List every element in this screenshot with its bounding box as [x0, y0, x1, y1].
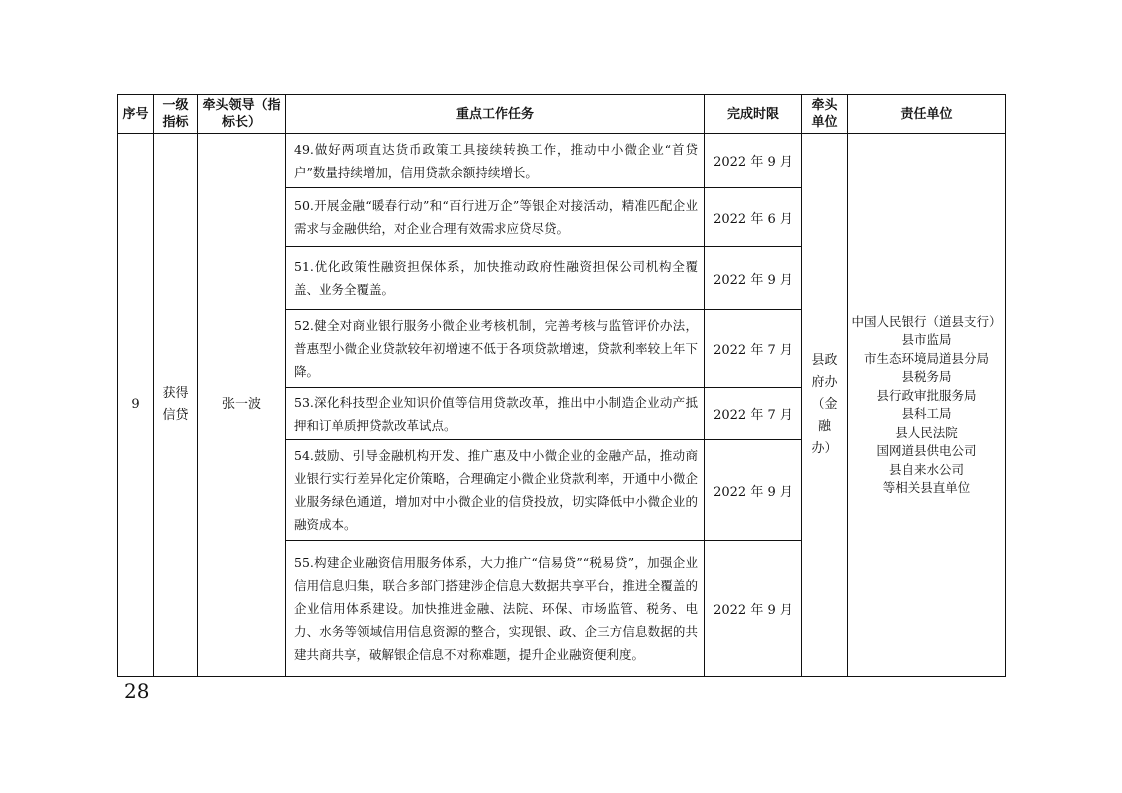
task-text: 54.鼓励、引导金融机构开发、推广惠及中小微企业的金融产品，推动商业银行实行差异化定价策略，合理确定小微企业贷款利率，开通中小微企业服务绿色通道，增加对中小微企业的信贷投放，切实降低中小微企业的融资成本。	[286, 440, 705, 541]
header-indicator: 一级指标	[154, 95, 198, 134]
task-text: 55.构建企业融资信用服务体系，大力推广“信易贷”“税易贷”，加强企业信用信息归集，联合多部门搭建涉企信息大数据共享平台，推进全覆盖的企业信用体系建设。加快推进金融、法院、环保、市场监管、税务、电力、水务等领域信用信息资源的整合，实现银、政、企三方信息数据的共建共商共享，破解银企信息不对称难题，提升企业融资便利度。	[286, 541, 705, 677]
task-deadline: 2022 年 7 月	[705, 388, 802, 440]
header-lead-unit: 牵头单位	[802, 95, 848, 134]
responsible-unit: 县市监局	[901, 332, 952, 347]
page-number: 28	[124, 679, 150, 703]
task-text: 51.优化政策性融资担保体系，加快推动政府性融资担保公司机构全覆盖、业务全覆盖。	[286, 247, 705, 310]
responsible-unit: 中国人民银行（道县支行）	[851, 313, 1002, 329]
header-responsible: 责任单位	[848, 95, 1006, 134]
task-deadline: 2022 年 9 月	[705, 247, 802, 310]
task-text: 49.做好两项直达货币政策工具接续转换工作，推动中小微企业“首贷户”数量持续增加，信用贷款余额持续增长。	[286, 134, 705, 188]
lead-unit-cell: 县政府办（金融办）	[802, 134, 848, 677]
task-deadline: 2022 年 9 月	[705, 134, 802, 188]
task-deadline: 2022 年 7 月	[705, 310, 802, 388]
table-row	[118, 134, 1006, 188]
task-deadline: 2022 年 6 月	[705, 188, 802, 247]
responsible-unit: 县税务局	[901, 369, 952, 384]
responsible-unit: 县自来水公司	[888, 461, 964, 477]
responsible-unit: 县科工局	[901, 406, 952, 421]
task-text: 50.开展金融“暖春行动”和“百行进万企”等银企对接活动，精准匹配企业需求与金融供给，对企业合理有效需求应贷尽贷。	[286, 188, 705, 247]
responsible-units-cell	[848, 134, 1006, 677]
header-row	[118, 95, 1006, 134]
task-text: 53.深化科技型企业知识价值等信用贷款改革，推出中小制造企业动产抵押和订单质押贷款改革试点。	[286, 388, 705, 440]
leader-cell: 张一波	[198, 134, 286, 677]
task-deadline: 2022 年 9 月	[705, 440, 802, 541]
seq-cell: 9	[118, 134, 154, 677]
task-table	[117, 94, 1006, 677]
responsible-unit: 县行政审批服务局	[876, 387, 977, 403]
responsible-unit: 县人民法院	[895, 424, 958, 440]
header-leader: 牵头领导（指标长）	[198, 95, 286, 134]
responsible-unit: 国网道县供电公司	[876, 443, 977, 458]
responsible-unit: 市生态环境局道县分局	[863, 350, 989, 366]
indicator-cell: 获得信贷	[154, 134, 198, 677]
responsible-unit: 等相关县直单位	[882, 480, 971, 495]
header-task: 重点工作任务	[286, 95, 705, 134]
task-text: 52.健全对商业银行服务小微企业考核机制，完善考核与监管评价办法，普惠型小微企业贷款较年初增速不低于各项贷款增速，贷款利率较上年下降。	[286, 310, 705, 388]
header-deadline: 完成时限	[705, 95, 802, 134]
task-deadline: 2022 年 9 月	[705, 541, 802, 677]
header-seq: 序号	[118, 95, 154, 134]
